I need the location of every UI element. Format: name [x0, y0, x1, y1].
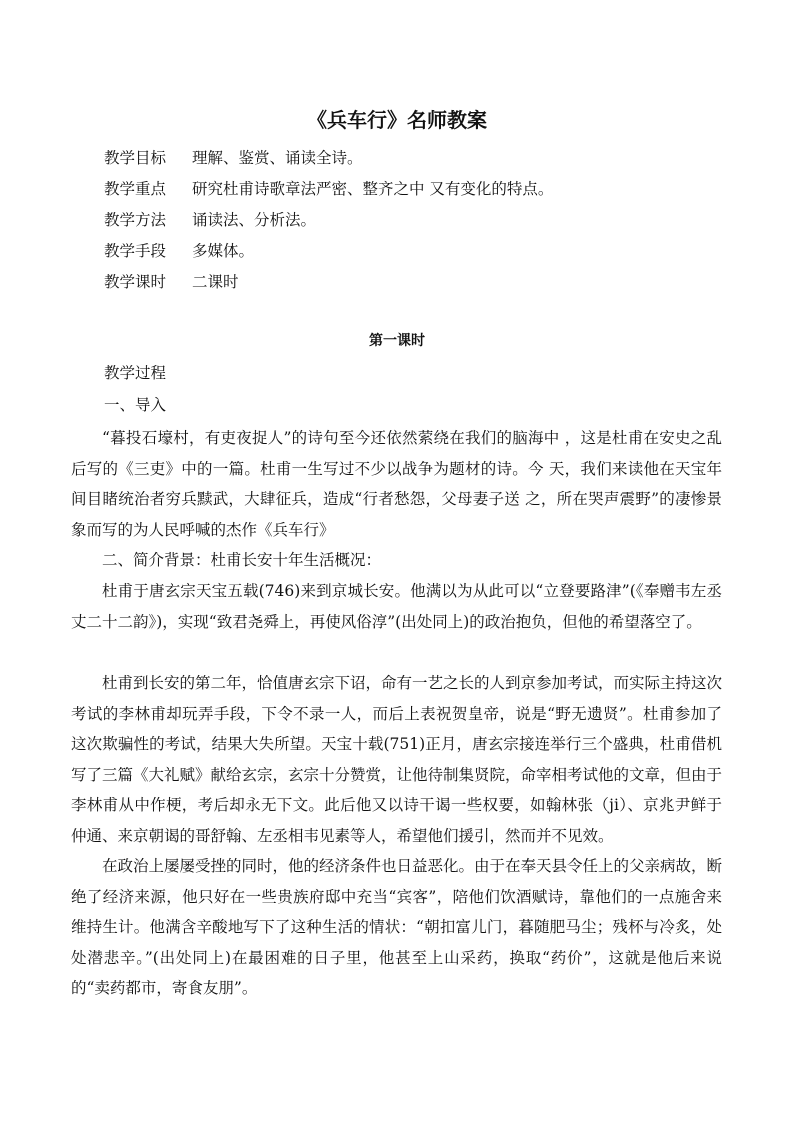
background-paragraph-3: 在政治上屡屡受挫的同时，他的经济条件也日益恶化。由于在奉天县令任上的父亲病故，断绝了经济来源，他只好在一些贵族府邸中充当“宾客”，陪他们饮酒赋诗，靠他们的一点施舍来维持生计。他满含辛酸地写下了这种生活的情状：“朝扣富儿门，暮随肥马尘；残杯与冷炙，处处潜悲辛。”(出处同上)在最困难的日子里，他甚至上山采药，换取“药价”，这就是他后来说的“卖药都市，寄食友朋”。 [71, 857, 723, 997]
meta-row-hours [104, 270, 239, 292]
meta-value: 二课时 [192, 273, 239, 291]
document-title: 《兵车行》名师教案 [307, 108, 487, 132]
process-label: 教学过程 [104, 364, 167, 382]
meta-label: 教学方法 [104, 211, 167, 229]
meta-label: 教学课时 [104, 273, 167, 291]
meta-value: 理解、鉴赏、诵读全诗。 [192, 149, 363, 167]
meta-label: 教学重点 [104, 180, 167, 198]
meta-value: 诵读法、分析法。 [192, 211, 317, 229]
meta-value: 多媒体。 [192, 242, 255, 260]
intro-paragraph: “暮投石壕村，有吏夜捉人”的诗句至今还依然萦绕在我们的脑海中 ，这是杜甫在安史之乱后写的《三吏》中的一篇。杜甫一生写过不少以战争为题材的诗。今 天，我们来读他在天宝年间目睹统治者穷兵黩武，大肆征兵，造成“行者愁怨，父母妻子送 之，所在哭声震野”的凄惨景象而写的为人民呼喊的杰作《兵车行》 [71, 429, 722, 539]
meta-value: 研究杜甫诗歌章法严密、整齐之中 又有变化的特点。 [192, 180, 554, 198]
background-paragraph-1: 杜甫于唐玄宗天宝五载(746)来到京城长安。他满以为从此可以“立登要路津”(《奉赠韦左丞丈二十二韵》)，实现“致君尧舜上，再使风俗淳”(出处同上)的政治抱负，但他的希望落空了。 [71, 582, 722, 631]
meta-row-means [104, 239, 254, 261]
background-paragraph-2: 杜甫到长安的第二年，恰值唐玄宗下诏，命有一艺之长的人到京参加考试，而实际主持这次考试的李林甫却玩弄手段，下令不录一人，而后上表祝贺皇帝，说是“野无遗贤”。杜甫参加了这次欺骗性的考试，结果大失所望。天宝十载(751)正月，唐玄宗接连举行三个盛典，杜甫借机写了三篇《大礼赋》献给玄宗，玄宗十分赞赏，让他待制集贤院，命宰相考试他的文章，但由于李林甫从中作梗，考后却永无下文。此后他又以诗干谒一些权要，如翰林张（ji）、京兆尹鲜于仲通、来京朝谒的哥舒翰、左丞相韦见素等人，希望他们援引，然而并不见效。 [71, 674, 723, 845]
meta-label: 教学目标 [104, 149, 167, 167]
intro-heading: 一、导入 [104, 396, 167, 414]
section-title: 第一课时 [369, 333, 425, 349]
meta-row-goal [104, 146, 363, 168]
meta-label: 教学手段 [104, 242, 167, 260]
meta-row-focus [104, 177, 553, 199]
meta-row-method [104, 208, 316, 230]
background-heading: 二、简介背景：杜甫长安十年生活概况： [102, 551, 382, 569]
